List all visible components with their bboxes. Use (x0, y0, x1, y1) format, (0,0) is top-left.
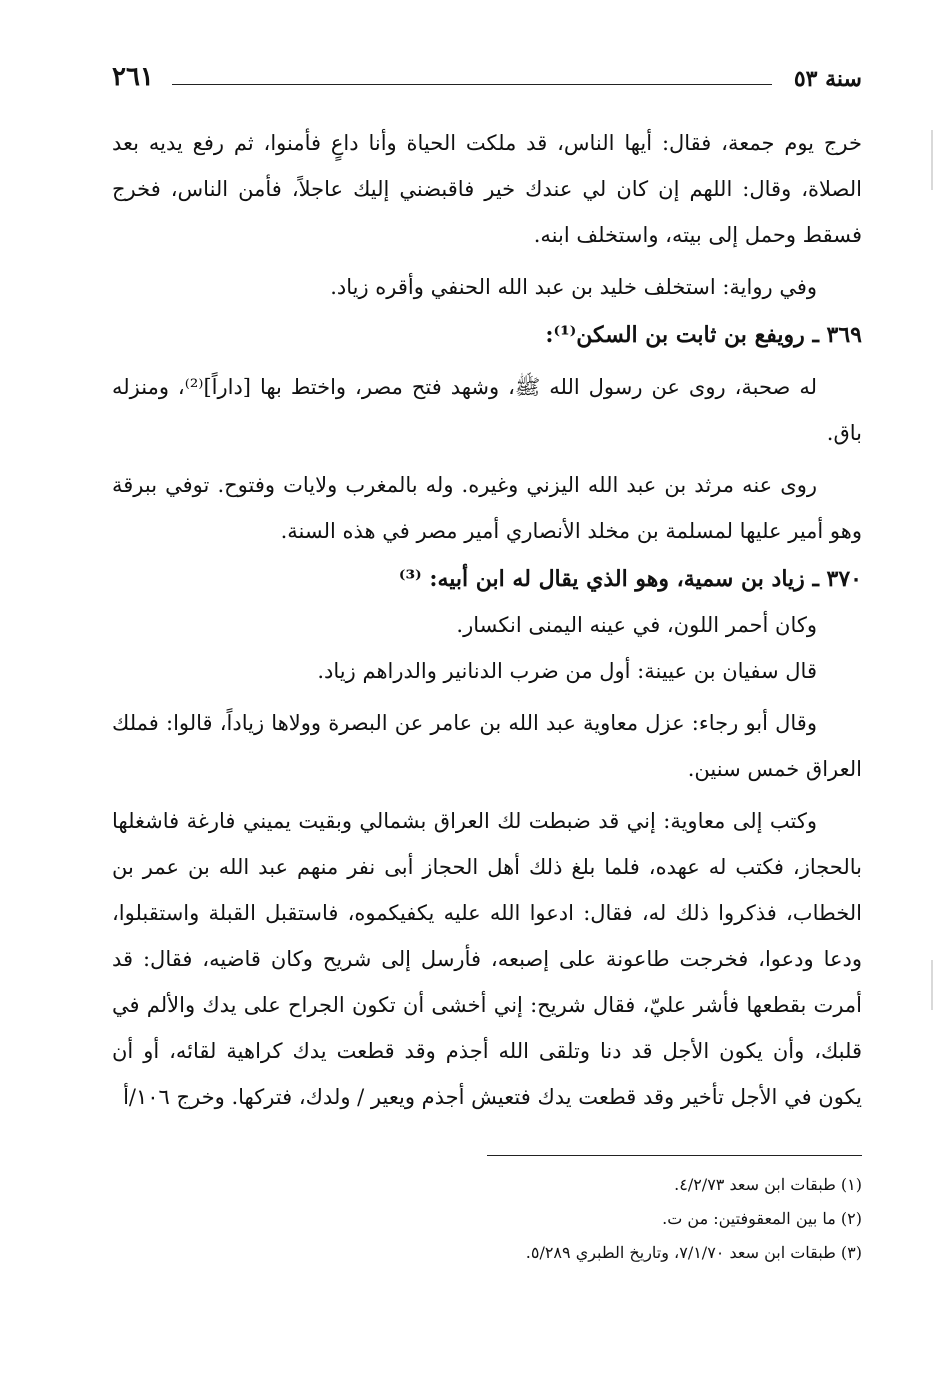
paragraph: روى عنه مرثد بن عبد الله اليزني وغيره. وله بالمغرب ولايات وفتوح. توفي ببرقة وهو أمير عليها لمسلمة بن مخلد الأنصاري أمير مصر في هذه السنة. (112, 473, 862, 543)
entry-heading-369: ٣٦٩ ـ رويفع بن ثابت بن السكن⁽¹⁾: (545, 322, 862, 348)
running-head: سنة ٥٣ (793, 66, 862, 92)
header-rule (172, 84, 772, 85)
main-text (112, 120, 862, 1120)
page-number: ٢٦١ (112, 62, 154, 92)
scan-edge-mark (931, 130, 933, 190)
footnote-1: (١) طبقات ابن سعد ٤/٢/٧٣. (674, 1175, 862, 1194)
paragraph: وكتب إلى معاوية: إني قد ضبطت لك العراق بشمالي وبقيت يميني فارغة فاشغلها بالحجاز، فكتب له عهده، فلما بلغ ذلك أهل الحجاز أبى نفر منهم عبد الله بن عمر بن الخطاب، فذكروا ذلك له، فقال: ادعوا الله عليه يكفيكموه، فاستقبل القبلة واستقبلوا، ودعا ودعوا، فخرجت طاعونة على إصبعه، فأرسل إلى شريح وكان قاضيه، فقال: قد أمرت بقطعها فأشر عليّ، فقال شريح: إني أخشى أن تكون الجراح على يدك والألم في قلبك، وأن يكون الأجل قد دنا وتلقى الله أجذم وقد قطعت يدك كراهية لقائه، أو أن يكون في الأجل تأخير وقد قطعت يدك فتعيش أجذم ويعير / ولدك، فتركها. وخرج ١٠٦/أ (112, 809, 862, 1109)
paragraph: له صحبة، روى عن رسول الله ﷺ، وشهد فتح مصر، واختط بها [داراً]⁽²⁾، ومنزله باق. (112, 375, 862, 445)
paragraph: قال سفيان بن عيينة: أول من ضرب الدنانير والدراهم زياد. (317, 659, 817, 683)
paragraph: وقال أبو رجاء: عزل معاوية عبد الله بن عامر عن البصرة وولاها زياداً، قالوا: فملك العراق خمس سنين. (112, 711, 862, 781)
footnotes (362, 1168, 862, 1270)
entry-heading-370: ٣٧٠ ـ زياد بن سمية، وهو الذي يقال له ابن أبيه: ⁽³⁾ (398, 566, 862, 592)
paragraph: خرج يوم جمعة، فقال: أيها الناس، قد ملكت الحياة وأنا داعٍ فأمنوا، ثم رفع يديه بعد الصلاة، وقال: اللهم إن كان لي عندك خير فاقبضني إليك عاجلاً، فأمن الناس، فخرج فسقط وحمل إلى بيته، واستخلف ابنه. (112, 131, 862, 247)
footnote-3: (٣) طبقات ابن سعد ٧/١/٧٠، وتاريخ الطبري ٥/٢٨٩. (525, 1243, 862, 1262)
footnote-2: (٢) ما بين المعقوفتين: من ت. (662, 1209, 862, 1228)
scan-edge-mark (931, 960, 933, 1010)
paragraph: وكان أحمر اللون، في عينه اليمنى انكسار. (456, 613, 817, 637)
paragraph: وفي رواية: استخلف خليد بن عبد الله الحنفي وأقره زياد. (330, 275, 817, 299)
page-header (112, 62, 862, 102)
footnote-separator (487, 1155, 862, 1156)
